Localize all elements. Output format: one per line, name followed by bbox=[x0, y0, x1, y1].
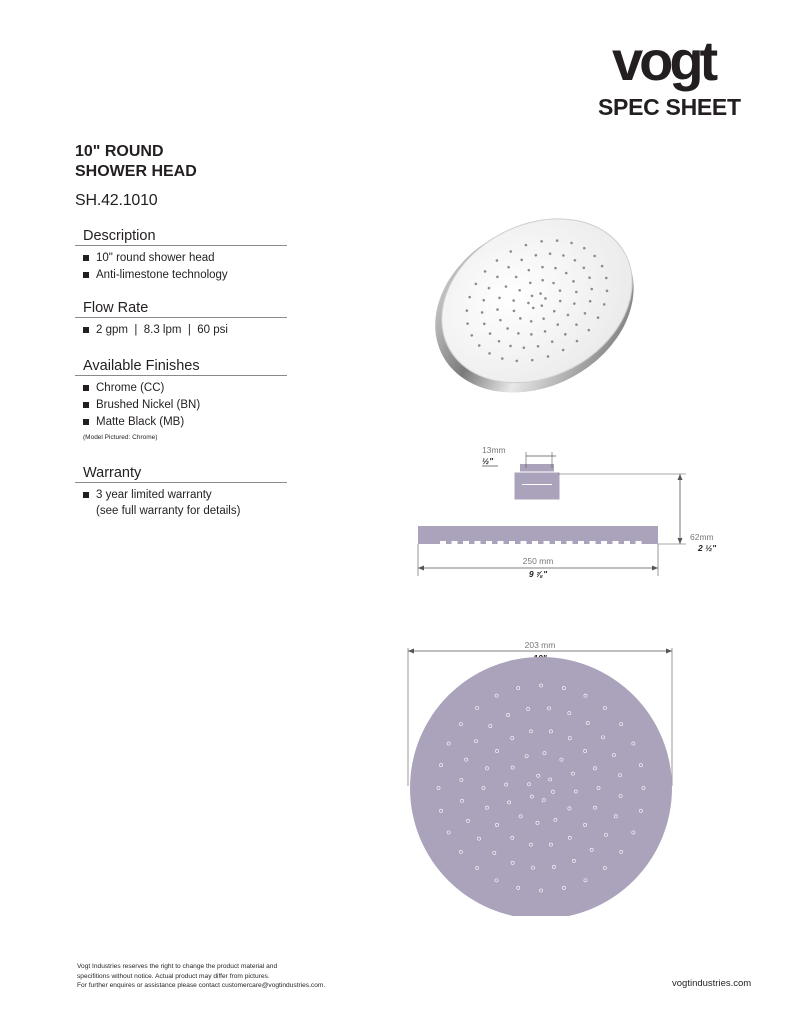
bullet-icon bbox=[83, 419, 89, 425]
side-nozzle bbox=[452, 541, 458, 544]
finishes-section bbox=[83, 358, 295, 441]
product-sku: SH.42.1010 bbox=[75, 192, 158, 209]
bullet-icon bbox=[83, 272, 89, 278]
connector-nut bbox=[520, 464, 554, 472]
warranty-item: 3 year limited warranty bbox=[83, 487, 295, 504]
logo-text: vogt bbox=[612, 40, 715, 92]
finish-item: Brushed Nickel (BN) bbox=[83, 397, 295, 414]
finish-item: Matte Black (MB) bbox=[83, 414, 295, 431]
description-section bbox=[83, 228, 295, 284]
model-pictured-note: (Model Pictured: Chrome) bbox=[83, 434, 158, 441]
connector-dim-mm: 13mm bbox=[482, 445, 506, 455]
warranty-section bbox=[83, 465, 295, 518]
bullet-icon bbox=[83, 255, 89, 261]
bullet-icon bbox=[83, 402, 89, 408]
description-item: 10" round shower head bbox=[83, 250, 295, 267]
side-nozzle bbox=[544, 541, 550, 544]
footer-line: For further enquires or assistance please contact customercare@vogtindustries.com. bbox=[77, 982, 326, 990]
side-nozzle bbox=[486, 541, 492, 544]
product-title bbox=[75, 142, 197, 182]
warranty-subtext: (see full warranty for details) bbox=[96, 505, 241, 517]
side-nozzle bbox=[521, 541, 527, 544]
side-nozzle bbox=[555, 541, 561, 544]
finish-item: Chrome (CC) bbox=[83, 380, 295, 397]
spec-sheet-title: SPEC SHEET bbox=[598, 94, 741, 120]
side-nozzle bbox=[578, 541, 584, 544]
product-photo bbox=[430, 208, 644, 398]
width-dim-mm: 250 mm bbox=[522, 556, 554, 566]
side-nozzle bbox=[532, 541, 538, 544]
side-nozzle bbox=[475, 541, 481, 544]
footer-line: Vogt Industries reserves the right to change the product material and bbox=[77, 963, 278, 970]
flow-rate-item: 2 gpm | 8.3 lpm | 60 psi bbox=[83, 322, 295, 339]
side-nozzle bbox=[440, 541, 446, 544]
diameter-dim-mm: 203 mm bbox=[524, 640, 556, 650]
side-nozzle bbox=[636, 541, 642, 544]
side-nozzle bbox=[601, 541, 607, 544]
connector-collar bbox=[522, 484, 552, 485]
height-dim-in: 2 ½" bbox=[698, 543, 717, 553]
side-nozzle bbox=[613, 541, 619, 544]
product-title-line1: 10" ROUND bbox=[75, 143, 164, 160]
side-nozzle bbox=[624, 541, 630, 544]
website-link[interactable]: vogtindustries.com bbox=[672, 978, 752, 989]
finishes-heading: Available Finishes bbox=[75, 358, 287, 376]
description-heading: Description bbox=[75, 228, 287, 246]
connector-dim-in: ½" bbox=[482, 456, 494, 466]
bullet-icon bbox=[83, 385, 89, 391]
side-nozzle bbox=[509, 541, 515, 544]
side-nozzle bbox=[567, 541, 573, 544]
side-nozzle bbox=[590, 541, 596, 544]
footer-disclaimer bbox=[77, 962, 325, 991]
warranty-heading: Warranty bbox=[75, 465, 287, 483]
head-face-circle bbox=[410, 657, 672, 916]
bullet-icon bbox=[83, 492, 89, 498]
description-item: Anti-limestone technology bbox=[83, 267, 295, 284]
bullet-icon bbox=[83, 327, 89, 333]
side-view-drawing bbox=[410, 440, 740, 590]
side-nozzle bbox=[498, 541, 504, 544]
side-nozzle bbox=[463, 541, 469, 544]
connector-body bbox=[514, 472, 560, 500]
flow-rate-section bbox=[83, 300, 295, 339]
footer-line: specifitions without notice. Actual product may differ from pictures. bbox=[77, 972, 270, 980]
width-dim-in: 9 ⅞" bbox=[528, 569, 548, 579]
vogt-logo bbox=[612, 40, 752, 92]
height-dim-mm: 62mm bbox=[690, 532, 714, 542]
top-view-drawing bbox=[400, 636, 682, 916]
flow-rate-heading: Flow Rate bbox=[75, 300, 287, 318]
product-title-line2: SHOWER HEAD bbox=[75, 163, 197, 180]
